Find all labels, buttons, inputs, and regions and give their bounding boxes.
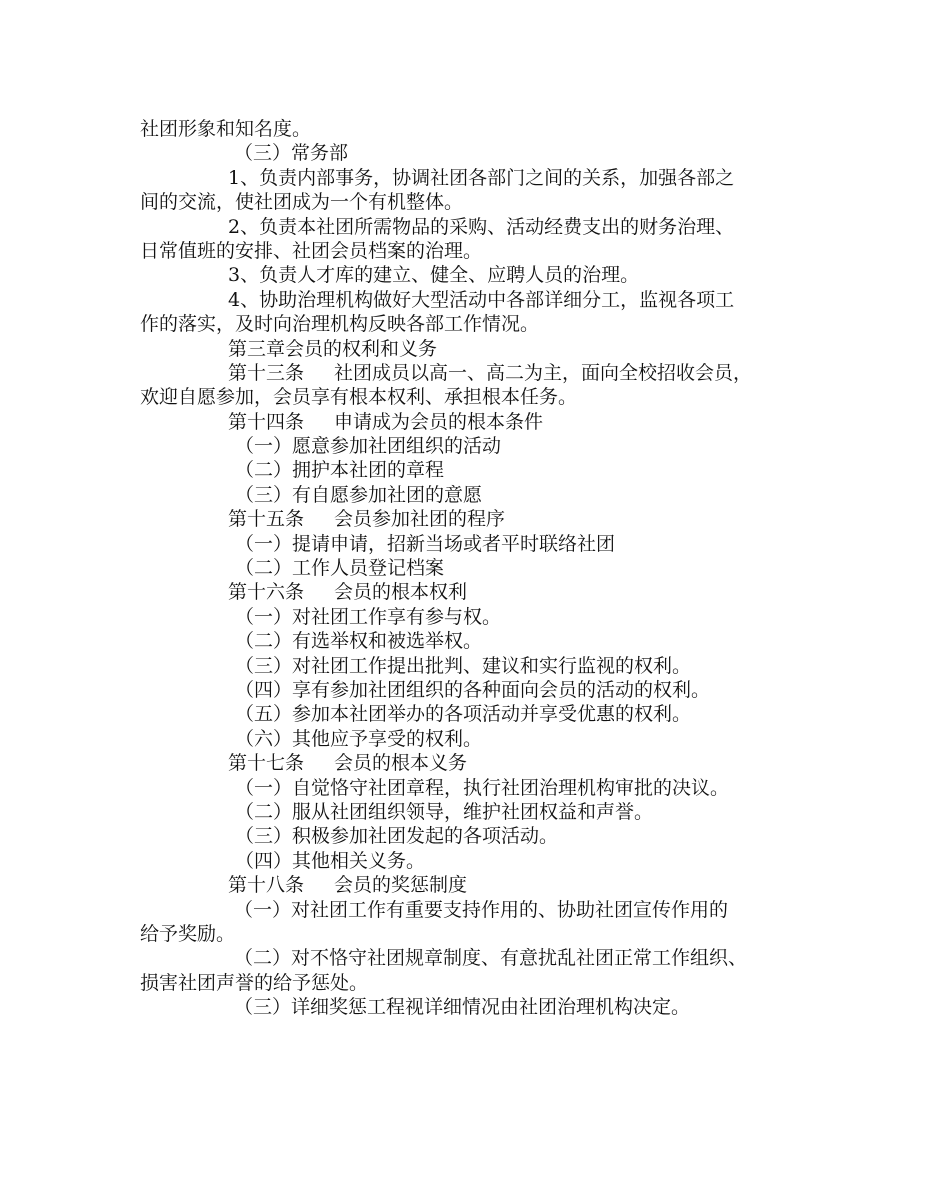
text-line: （二）服从社团组织领导，维护社团权益和声誉。 bbox=[235, 800, 654, 823]
text-line: 4、协助治理机构做好大型活动中各部详细分工，监视各项工 bbox=[228, 288, 735, 311]
text-line: （三）详细奖惩工程视详细情况由社团治理机构决定。 bbox=[234, 996, 691, 1019]
text-line: 3、负责人才库的建立、健全、应聘人员的治理。 bbox=[228, 264, 640, 287]
text-line: 1、负责内部事务，协调社团各部门之间的关系，加强各部之 bbox=[228, 166, 735, 189]
text-line: （一）提请申请，招新当场或者平时联络社团 bbox=[235, 532, 616, 555]
text-line: （二）工作人员登记档案 bbox=[235, 557, 445, 580]
text-line: 损害社团声誉的给予惩处。 bbox=[140, 971, 369, 994]
chapter-heading: 第三章会员的权利和义务 bbox=[228, 337, 438, 360]
text-line: （二）对不恪守社团规章制度、有意扰乱社团正常工作组织、 bbox=[234, 947, 748, 970]
text-line: （五）参加本社团举办的各项活动并享受优惠的权利。 bbox=[235, 703, 692, 726]
article-number: 第十六条 bbox=[228, 581, 305, 604]
text-line: （一）自觉恪守社团章程，执行社团治理机构审批的决议。 bbox=[235, 776, 730, 799]
article-text: 会员的根本义务 bbox=[334, 752, 468, 775]
text-line: （四）享有参加社团组织的各种面向会员的活动的权利。 bbox=[235, 678, 711, 701]
article-text: 会员的奖惩制度 bbox=[334, 874, 468, 897]
text-line: （四）其他相关义务。 bbox=[235, 849, 426, 872]
text-line: 2、负责本社团所需物品的采购、活动经费支出的财务治理、 bbox=[228, 215, 735, 238]
text-line: （二）有选举权和被选举权。 bbox=[235, 630, 483, 653]
section-heading: （三）常务部 bbox=[234, 142, 349, 165]
article-number: 第十四条 bbox=[228, 410, 305, 433]
text-line: 作的落实，及时向治理机构反映各部工作情况。 bbox=[140, 313, 540, 336]
article-text: 会员的根本权利 bbox=[334, 581, 468, 604]
article-text: 会员参加社团的程序 bbox=[334, 508, 506, 531]
document-body bbox=[140, 117, 820, 1019]
article-line bbox=[140, 580, 820, 604]
article-line bbox=[140, 507, 820, 531]
article-number: 第十五条 bbox=[228, 508, 305, 531]
text-line: （一）对社团工作享有参与权。 bbox=[235, 605, 502, 628]
text-line: 欢迎自愿参加，会员享有根本权利、承担根本任务。 bbox=[140, 386, 578, 409]
text-line: 间的交流，使社团成为一个有机整体。 bbox=[140, 191, 464, 214]
text-line: （六）其他应予享受的权利。 bbox=[235, 727, 483, 750]
text-line: （二）拥护本社团的章程 bbox=[235, 459, 445, 482]
text-line: （三）对社团工作提出批判、建议和实行监视的权利。 bbox=[235, 654, 692, 677]
text-line: （一）对社团工作有重要支持作用的、协助社团宣传作用的 bbox=[234, 898, 729, 921]
text-line: （三）有自愿参加社团的意愿 bbox=[235, 483, 483, 506]
article-line bbox=[140, 751, 820, 775]
article-number: 第十七条 bbox=[228, 752, 305, 775]
text-line: （一）愿意参加社团组织的活动 bbox=[235, 435, 502, 458]
article-line bbox=[140, 361, 820, 385]
article-text: 申请成为会员的根本条件 bbox=[334, 410, 544, 433]
article-line bbox=[140, 873, 820, 897]
article-line bbox=[140, 410, 820, 434]
article-number: 第十八条 bbox=[228, 874, 305, 897]
article-number: 第十三条 bbox=[228, 361, 305, 384]
text-line: 社团形象和知名度。 bbox=[140, 118, 312, 140]
text-line: 给予奖励。 bbox=[140, 922, 236, 945]
text-line: （三）积极参加社团发起的各项活动。 bbox=[235, 825, 559, 848]
article-text: 社团成员以高一、高二为主，面向全校招收会员， bbox=[334, 361, 753, 384]
text-line: 日常值班的安排、社团会员档案的治理。 bbox=[140, 239, 483, 262]
